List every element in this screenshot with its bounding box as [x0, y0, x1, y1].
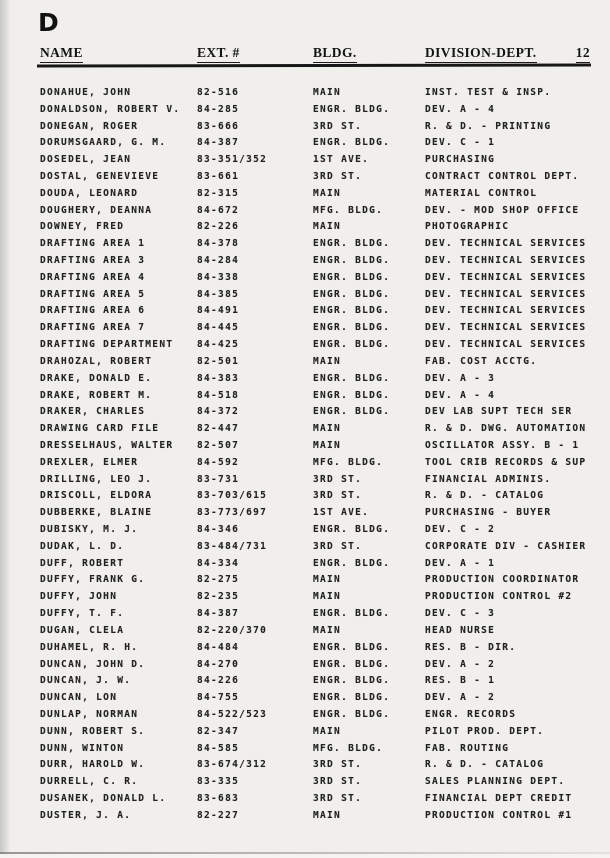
entry-extension: 83-731	[197, 473, 240, 485]
directory-row	[40, 672, 610, 689]
entry-name: DRILLING, LEO J.	[40, 473, 153, 485]
directory-row	[40, 555, 610, 572]
entry-division: PRODUCTION COORDINATOR	[425, 574, 580, 586]
entry-name: DRAFTING DEPARTMENT	[40, 339, 174, 351]
directory-row	[40, 134, 610, 151]
entry-division: DEV. A - 2	[425, 658, 496, 670]
entry-name: DUNN, ROBERT S.	[40, 725, 146, 737]
entry-name: DUNCAN, JOHN D.	[40, 658, 146, 670]
entry-building: ENGR. BLDG.	[313, 103, 391, 115]
entry-extension: 84-445	[197, 322, 240, 334]
entry-division: R. & D. - CATALOG	[425, 490, 545, 502]
table-header	[40, 45, 590, 63]
entry-name: DURRELL, C. R.	[40, 776, 139, 788]
header-cell-name	[40, 45, 197, 63]
entry-division: DEV. A - 4	[425, 103, 496, 115]
column-header-ext: EXT. #	[197, 45, 240, 63]
entry-extension: 84-226	[197, 675, 240, 687]
entry-building: MAIN	[313, 423, 342, 435]
entry-name: DRAKER, CHARLES	[40, 406, 146, 418]
entry-division: SALES PLANNING DEPT.	[425, 776, 566, 788]
entry-name: DUBISKY, M. J.	[40, 524, 139, 536]
entry-extension: 83-484/731	[197, 540, 268, 552]
entry-name: DOSTAL, GENEVIEVE	[40, 170, 160, 182]
entry-name: DRAKE, DONALD E.	[40, 372, 153, 384]
entry-extension: 84-585	[197, 742, 240, 754]
entry-division: PURCHASING - BUYER	[425, 507, 552, 519]
directory-row	[40, 219, 610, 236]
entry-division: FINANCIAL DEPT CREDIT	[425, 793, 573, 805]
entry-name: DURR, HAROLD W.	[40, 759, 146, 771]
entry-name: DUSANEK, DONALD L.	[40, 793, 167, 805]
entry-division: DEV. C - 2	[425, 524, 496, 536]
entry-division: PURCHASING	[425, 154, 496, 166]
entry-name: DORUMSGAARD, G. M.	[40, 137, 167, 149]
entry-extension: 82-507	[197, 439, 240, 451]
entry-extension: 82-347	[197, 725, 240, 737]
entry-extension: 83-773/697	[197, 507, 268, 519]
column-header-division: DIVISION-DEPT.	[425, 45, 537, 63]
entry-name: DUNN, WINTON	[40, 742, 125, 754]
entry-name: DOWNEY, FRED	[40, 221, 125, 233]
entry-name: DUFFY, JOHN	[40, 591, 118, 603]
entry-name: DRAFTING AREA 3	[40, 255, 146, 267]
entry-extension: 82-227	[197, 809, 240, 821]
entry-division: HEAD NURSE	[425, 624, 496, 636]
entry-extension: 83-683	[197, 793, 240, 805]
entry-extension: 84-378	[197, 238, 240, 250]
entry-building: MFG. BLDG.	[313, 456, 384, 468]
entry-building: MAIN	[313, 86, 342, 98]
entry-division: DEV. A - 3	[425, 372, 496, 384]
entry-division: DEV. TECHNICAL SERVICES	[425, 339, 587, 351]
entry-building: 1ST AVE.	[313, 507, 370, 519]
column-header-bldg: BLDG.	[313, 45, 357, 63]
directory-row	[40, 185, 610, 202]
entry-division: CONTRACT CONTROL DEPT.	[425, 170, 580, 182]
entry-building: ENGR. BLDG.	[313, 372, 391, 384]
entry-building: ENGR. BLDG.	[313, 675, 391, 687]
directory-row	[40, 403, 610, 420]
entry-extension: 84-522/523	[197, 708, 268, 720]
entry-division: DEV. A - 2	[425, 692, 496, 704]
entry-name: DUNLAP, NORMAN	[40, 708, 139, 720]
directory-table	[40, 84, 610, 824]
entry-name: DRAFTING AREA 4	[40, 271, 146, 283]
directory-row	[40, 252, 610, 269]
directory-row	[40, 235, 610, 252]
directory-row	[40, 454, 610, 471]
entry-division: FINANCIAL ADMINIS.	[425, 473, 552, 485]
entry-extension: 82-447	[197, 423, 240, 435]
entry-division: RES. B - 1	[425, 675, 496, 687]
entry-name: DUBBERKE, BLAINE	[40, 507, 153, 519]
entry-division: R. & D. - CATALOG	[425, 759, 545, 771]
directory-row	[40, 168, 610, 185]
entry-extension: 84-334	[197, 557, 240, 569]
entry-building: 3RD ST.	[313, 473, 363, 485]
scan-edge-bottom	[0, 852, 610, 854]
entry-name: DRESSELHAUS, WALTER	[40, 439, 174, 451]
entry-name: DUGAN, CLELA	[40, 624, 125, 636]
entry-building: ENGR. BLDG.	[313, 389, 391, 401]
directory-row	[40, 740, 610, 757]
entry-division: ENGR. RECORDS	[425, 708, 517, 720]
entry-division: OSCILLATOR ASSY. B - 1	[425, 439, 580, 451]
entry-building: ENGR. BLDG.	[313, 608, 391, 620]
entry-extension: 83-666	[197, 120, 240, 132]
directory-row	[40, 757, 610, 774]
directory-row	[40, 420, 610, 437]
directory-row	[40, 370, 610, 387]
entry-name: DUFF, ROBERT	[40, 557, 125, 569]
entry-division: FAB. ROUTING	[425, 742, 510, 754]
entry-building: 3RD ST.	[313, 776, 363, 788]
entry-name: DRAKE, ROBERT M.	[40, 389, 153, 401]
directory-row	[40, 202, 610, 219]
entry-building: ENGR. BLDG.	[313, 557, 391, 569]
entry-extension: 83-335	[197, 776, 240, 788]
entry-extension: 84-425	[197, 339, 240, 351]
entry-building: 1ST AVE.	[313, 154, 370, 166]
entry-building: MAIN	[313, 624, 342, 636]
entry-division: RES. B - DIR.	[425, 641, 517, 653]
directory-row	[40, 538, 610, 555]
directory-row	[40, 521, 610, 538]
entry-division: DEV. - MOD SHOP OFFICE	[425, 204, 580, 216]
entry-name: DRAFTING AREA 6	[40, 305, 146, 317]
entry-name: DUDAK, L. D.	[40, 540, 125, 552]
directory-row	[40, 286, 610, 303]
entry-name: DUNCAN, LON	[40, 692, 118, 704]
entry-building: ENGR. BLDG.	[313, 524, 391, 536]
directory-row	[40, 387, 610, 404]
entry-extension: 84-387	[197, 137, 240, 149]
entry-building: MAIN	[313, 187, 342, 199]
entry-extension: 82-516	[197, 86, 240, 98]
entry-extension: 84-270	[197, 658, 240, 670]
entry-division: DEV. TECHNICAL SERVICES	[425, 238, 587, 250]
entry-extension: 84-284	[197, 255, 240, 267]
entry-extension: 84-346	[197, 524, 240, 536]
directory-row	[40, 723, 610, 740]
directory-row	[40, 504, 610, 521]
entry-division: DEV. TECHNICAL SERVICES	[425, 255, 587, 267]
entry-building: MAIN	[313, 591, 342, 603]
entry-building: ENGR. BLDG.	[313, 288, 391, 300]
entry-division: DEV. TECHNICAL SERVICES	[425, 271, 587, 283]
entry-building: ENGR. BLDG.	[313, 406, 391, 418]
entry-division: DEV. C - 3	[425, 608, 496, 620]
entry-name: DOUDA, LEONARD	[40, 187, 139, 199]
directory-row	[40, 269, 610, 286]
entry-extension: 84-372	[197, 406, 240, 418]
header-rule	[37, 64, 591, 68]
entry-name: DONALDSON, ROBERT V.	[40, 103, 181, 115]
entry-name: DRAFTING AREA 5	[40, 288, 146, 300]
header-cell-bldg	[313, 45, 425, 63]
page-number: 12	[576, 45, 590, 63]
entry-name: DRAWING CARD FILE	[40, 423, 160, 435]
entry-building: ENGR. BLDG.	[313, 658, 391, 670]
entry-name: DUNCAN, J. W.	[40, 675, 132, 687]
entry-name: DUFFY, T. F.	[40, 608, 125, 620]
directory-row	[40, 622, 610, 639]
directory-row	[40, 101, 610, 118]
entry-building: MFG. BLDG.	[313, 742, 384, 754]
entry-extension: 84-491	[197, 305, 240, 317]
entry-extension: 84-383	[197, 372, 240, 384]
entry-name: DRISCOLL, ELDORA	[40, 490, 153, 502]
entry-extension: 82-315	[197, 187, 240, 199]
directory-row	[40, 588, 610, 605]
header-cell-ext	[197, 45, 313, 63]
entry-building: ENGR. BLDG.	[313, 137, 391, 149]
entry-division: DEV. A - 4	[425, 389, 496, 401]
entry-extension: 83-703/615	[197, 490, 268, 502]
entry-extension: 84-338	[197, 271, 240, 283]
directory-row	[40, 336, 610, 353]
entry-name: DONAHUE, JOHN	[40, 86, 132, 98]
entry-division: PRODUCTION CONTROL #1	[425, 809, 573, 821]
entry-building: MAIN	[313, 725, 342, 737]
entry-division: R. & D. - PRINTING	[425, 120, 552, 132]
entry-name: DOUGHERY, DEANNA	[40, 204, 153, 216]
entry-building: ENGR. BLDG.	[313, 271, 391, 283]
entry-extension: 84-385	[197, 288, 240, 300]
entry-name: DRAHOZAL, ROBERT	[40, 355, 153, 367]
directory-row	[40, 488, 610, 505]
entry-building: MFG. BLDG.	[313, 204, 384, 216]
directory-row	[40, 353, 610, 370]
entry-name: DONEGAN, ROGER	[40, 120, 139, 132]
entry-name: DRAFTING AREA 1	[40, 238, 146, 250]
directory-row	[40, 151, 610, 168]
column-header-name: NAME	[40, 45, 83, 63]
entry-extension: 84-484	[197, 641, 240, 653]
entry-extension: 83-661	[197, 170, 240, 182]
entry-division: DEV. TECHNICAL SERVICES	[425, 288, 587, 300]
directory-row	[40, 790, 610, 807]
entry-building: 3RD ST.	[313, 490, 363, 502]
section-letter: D	[38, 8, 60, 37]
entry-extension: 83-674/312	[197, 759, 268, 771]
entry-extension: 84-518	[197, 389, 240, 401]
entry-division: R. & D. DWG. AUTOMATION	[425, 423, 587, 435]
entry-building: ENGR. BLDG.	[313, 238, 391, 250]
directory-row	[40, 605, 610, 622]
entry-extension: 84-672	[197, 204, 240, 216]
entry-building: MAIN	[313, 221, 342, 233]
directory-row	[40, 639, 610, 656]
entry-building: ENGR. BLDG.	[313, 339, 391, 351]
entry-division: MATERIAL CONTROL	[425, 187, 538, 199]
entry-division: PHOTOGRAPHIC	[425, 221, 510, 233]
entry-extension: 83-351/352	[197, 154, 268, 166]
directory-row	[40, 437, 610, 454]
entry-extension: 84-592	[197, 456, 240, 468]
entry-name: DUSTER, J. A.	[40, 809, 132, 821]
entry-building: 3RD ST.	[313, 120, 363, 132]
entry-extension: 82-226	[197, 221, 240, 233]
directory-row	[40, 572, 610, 589]
entry-building: ENGR. BLDG.	[313, 305, 391, 317]
entry-name: DOSEDEL, JEAN	[40, 154, 132, 166]
entry-building: 3RD ST.	[313, 759, 363, 771]
scan-edge-bottom-paper	[0, 854, 610, 858]
directory-row	[40, 656, 610, 673]
entry-name: DUHAMEL, R. H.	[40, 641, 139, 653]
entry-building: MAIN	[313, 809, 342, 821]
entry-extension: 82-220/370	[197, 624, 268, 636]
entry-extension: 82-235	[197, 591, 240, 603]
entry-division: TOOL CRIB RECORDS & SUP	[425, 456, 587, 468]
directory-row	[40, 773, 610, 790]
entry-extension: 82-275	[197, 574, 240, 586]
header-cell-division	[425, 45, 590, 63]
entry-building: 3RD ST.	[313, 170, 363, 182]
entry-building: MAIN	[313, 355, 342, 367]
entry-extension: 84-285	[197, 103, 240, 115]
directory-row	[40, 303, 610, 320]
entry-division: DEV. TECHNICAL SERVICES	[425, 322, 587, 334]
entry-division: PRODUCTION CONTROL #2	[425, 591, 573, 603]
directory-row	[40, 118, 610, 135]
scan-edge-left	[0, 0, 12, 858]
directory-row	[40, 84, 610, 101]
entry-building: ENGR. BLDG.	[313, 692, 391, 704]
entry-division: CORPORATE DIV - CASHIER	[425, 540, 587, 552]
entry-division: INST. TEST & INSP.	[425, 86, 552, 98]
directory-row	[40, 689, 610, 706]
entry-building: ENGR. BLDG.	[313, 322, 391, 334]
entry-division: DEV LAB SUPT TECH SER	[425, 406, 573, 418]
entry-name: DREXLER, ELMER	[40, 456, 139, 468]
entry-name: DUFFY, FRANK G.	[40, 574, 146, 586]
entry-building: 3RD ST.	[313, 793, 363, 805]
entry-building: 3RD ST.	[313, 540, 363, 552]
directory-row	[40, 807, 610, 824]
directory-row	[40, 706, 610, 723]
entry-division: DEV. C - 1	[425, 137, 496, 149]
entry-division: DEV. TECHNICAL SERVICES	[425, 305, 587, 317]
entry-building: ENGR. BLDG.	[313, 708, 391, 720]
entry-building: ENGR. BLDG.	[313, 641, 391, 653]
entry-extension: 84-755	[197, 692, 240, 704]
entry-building: MAIN	[313, 574, 342, 586]
entry-division: FAB. COST ACCTG.	[425, 355, 538, 367]
entry-extension: 82-501	[197, 355, 240, 367]
entry-building: MAIN	[313, 439, 342, 451]
entry-name: DRAFTING AREA 7	[40, 322, 146, 334]
directory-row	[40, 471, 610, 488]
entry-division: PILOT PROD. DEPT.	[425, 725, 545, 737]
entry-extension: 84-387	[197, 608, 240, 620]
entry-division: DEV. A - 1	[425, 557, 496, 569]
entry-building: ENGR. BLDG.	[313, 255, 391, 267]
directory-row	[40, 319, 610, 336]
